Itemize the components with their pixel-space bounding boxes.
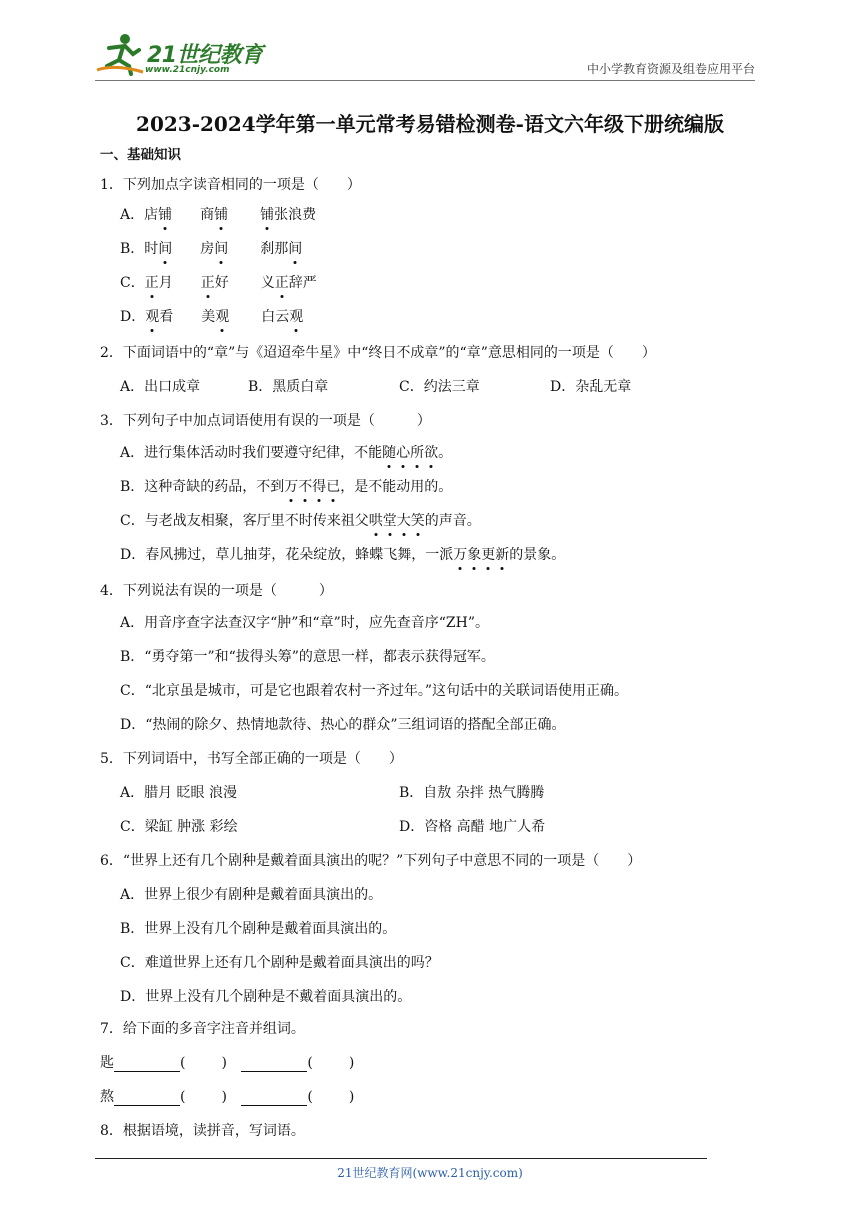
section-heading: 一、基础知识 [100, 147, 181, 163]
q1c-part: 好 [214, 275, 229, 291]
q7-char: 匙 [100, 1055, 114, 1071]
answer-blank[interactable] [114, 1091, 180, 1106]
dotted-char: 新 [495, 547, 510, 563]
q3b-part: ，是不能动用的。 [340, 479, 453, 495]
q1b-part: B．时 [120, 241, 159, 257]
dotted-char: 象 [467, 547, 482, 563]
question-7-stem: 7．给下面的多音字注音并组词。 [100, 1021, 305, 1037]
q1b-dotted: 间 [288, 241, 303, 257]
q7-row-2 [100, 1088, 354, 1106]
q2-option-b: B．黑质白章 [248, 379, 329, 395]
q3a-part: 。 [438, 445, 453, 461]
logo-text: 21世纪教育 [147, 43, 263, 68]
q3d-part: D．春风拂过，草儿抽芽，花朵绽放，蜂蝶飞舞，一派 [120, 547, 454, 563]
q1d-part: 白云 [261, 309, 290, 325]
q3c-part: 的声音。 [424, 513, 481, 529]
q4-option-c: C．“北京虽是城市，可是它也跟着农村一齐过年。”这句话中的关联词语使用正确。 [120, 683, 629, 699]
dotted-char: 随 [382, 445, 397, 461]
q6-option-c: C．难道世界上还有几个剧种是戴着面具演出的吗？ [120, 955, 439, 971]
q1-option-d [120, 308, 303, 326]
q6-option-b: B．世界上没有几个剧种是戴着面具演出的。 [120, 921, 397, 937]
q3-option-b [120, 478, 452, 496]
dotted-char: 已 [326, 479, 341, 495]
logo-url: www.21cnjy.com [145, 65, 230, 75]
dotted-char: 万 [453, 547, 468, 563]
dotted-char: 更 [481, 547, 496, 563]
q1b-part: 刹那 [260, 241, 289, 257]
q3c-dotted-phrase [369, 513, 425, 529]
q1c-part: 月 [158, 275, 173, 291]
answer-blank[interactable] [241, 1057, 307, 1072]
q1d-part: D． [120, 309, 146, 325]
q1d-part: 看 [159, 309, 174, 325]
q3a-dotted-phrase [382, 445, 438, 461]
page-title: 2023-2024学年第一单元常考易错检测卷-语文六年级下册统编版 [136, 112, 724, 136]
paren: ) [221, 1089, 227, 1105]
q6-option-d: D．世界上没有几个剧种是不戴着面具演出的。 [120, 989, 412, 1005]
q1a-dotted: 铺 [214, 207, 229, 223]
q2-option-d: D．杂乱无章 [550, 379, 632, 395]
dotted-char: 万 [284, 479, 299, 495]
q1-option-b [120, 240, 302, 258]
paren: ( [180, 1055, 186, 1071]
question-3-stem: 3．下列句子中加点词语使用有误的一项是（ ） [100, 413, 431, 429]
q3a-part: A．进行集体活动时我们要遵守纪律，不能 [120, 445, 383, 461]
q3-option-d [120, 546, 565, 564]
q1c-dotted: 正 [144, 275, 159, 291]
question-1-stem: 1．下列加点字读音相同的一项是（ ） [100, 177, 361, 193]
q1c-part: 义 [260, 275, 275, 291]
q1a-dotted: 铺 [260, 207, 275, 223]
paren: ( [180, 1089, 186, 1105]
question-8-stem: 8．根据语境，读拼音，写词语。 [100, 1123, 305, 1139]
q1-option-c [120, 274, 317, 292]
dotted-char: 心 [396, 445, 411, 461]
q5-option-b: B．自敖 杂拌 热气腾腾 [399, 785, 545, 801]
header-platform-text: 中小学教育资源及组卷应用平台 [586, 62, 755, 76]
runner-logo-icon [95, 32, 145, 76]
q3b-dotted-phrase [284, 479, 340, 495]
page-header [95, 28, 755, 81]
q1c-part: 辞严 [288, 275, 317, 291]
paren: ( [307, 1089, 313, 1105]
q1c-part: C． [120, 275, 145, 291]
question-6-stem: 6．“世界上还有几个剧种是戴着面具演出的呢？”下列句子中意思不同的一项是（ ） [100, 853, 642, 869]
q1d-dotted: 观 [215, 309, 230, 325]
dotted-char: 笑 [410, 513, 425, 529]
q3-option-c [120, 512, 481, 530]
q1b-dotted: 间 [158, 241, 173, 257]
q5-option-c: C．梁缸 肿涨 彩绘 [120, 819, 238, 835]
q1a-part: A．店 [120, 207, 159, 223]
q3-option-a [120, 444, 452, 462]
q4-option-a: A．用音序查字法查汉字“肿”和“章”时，应先查音序“ZH”。 [120, 615, 489, 631]
dotted-char: 哄 [368, 513, 383, 529]
q1a-part: 张浪费 [274, 207, 317, 223]
dotted-char: 得 [312, 479, 327, 495]
q1b-part: 房 [200, 241, 215, 257]
question-4-stem: 4．下列说法有误的一项是（ ） [100, 583, 333, 599]
paren: ) [348, 1055, 355, 1071]
q1-option-a [120, 206, 316, 224]
paren: ( [307, 1055, 313, 1071]
q4-option-b: B．“勇夺第一”和“拔得头筹”的意思一样，都表示获得冠军。 [120, 649, 495, 665]
q1a-part: 商 [200, 207, 215, 223]
site-logo [95, 32, 265, 76]
q2-option-a: A．出口成章 [120, 379, 201, 395]
dotted-char: 大 [396, 513, 411, 529]
q3b-part: B．这种奇缺的药品，不到 [120, 479, 285, 495]
q4-option-d: D．“热闹的除夕、热情地款待、热心的群众”三组词语的搭配全部正确。 [120, 717, 566, 733]
q1b-dotted: 间 [214, 241, 229, 257]
q2-option-c: C．约法三章 [399, 379, 480, 395]
q1d-part: 美 [201, 309, 216, 325]
q3c-part: C．与老战友相聚，客厅里不时传来祖父 [120, 513, 369, 529]
q1c-dotted: 正 [200, 275, 215, 291]
answer-blank[interactable] [241, 1091, 307, 1106]
q1c-dotted: 正 [274, 275, 289, 291]
q5-option-d: D．咨格 高醋 地广人希 [399, 819, 546, 835]
q1d-dotted: 观 [289, 309, 304, 325]
q7-char: 熬 [100, 1089, 114, 1105]
q3d-part: 的景象。 [509, 547, 566, 563]
question-2-stem: 2．下面词语中的“章”与《迢迢牵牛星》中“终日不成章”的“章”意思相同的一项是（ ） [100, 345, 656, 361]
q3d-dotted-phrase [453, 547, 509, 563]
paren: ) [221, 1055, 227, 1071]
q1d-dotted: 观 [145, 309, 160, 325]
dotted-char: 堂 [382, 513, 397, 529]
q7-row-1 [100, 1054, 354, 1072]
paren: ) [348, 1089, 355, 1105]
dotted-char: 所 [410, 445, 425, 461]
question-5-stem: 5．下列词语中，书写全部正确的一项是（ ） [100, 751, 403, 767]
q5-option-a: A．腊月 眨眼 浪漫 [120, 785, 238, 801]
dotted-char: 不 [298, 479, 313, 495]
dotted-char: 欲 [424, 445, 439, 461]
q1a-dotted: 铺 [158, 207, 173, 223]
q6-option-a: A．世界上很少有剧种是戴着面具演出的。 [120, 887, 383, 903]
footer-text: 21世纪教育网(www.21cnjy.com) [337, 1166, 523, 1180]
footer-divider [95, 1158, 707, 1159]
answer-blank[interactable] [114, 1057, 180, 1072]
